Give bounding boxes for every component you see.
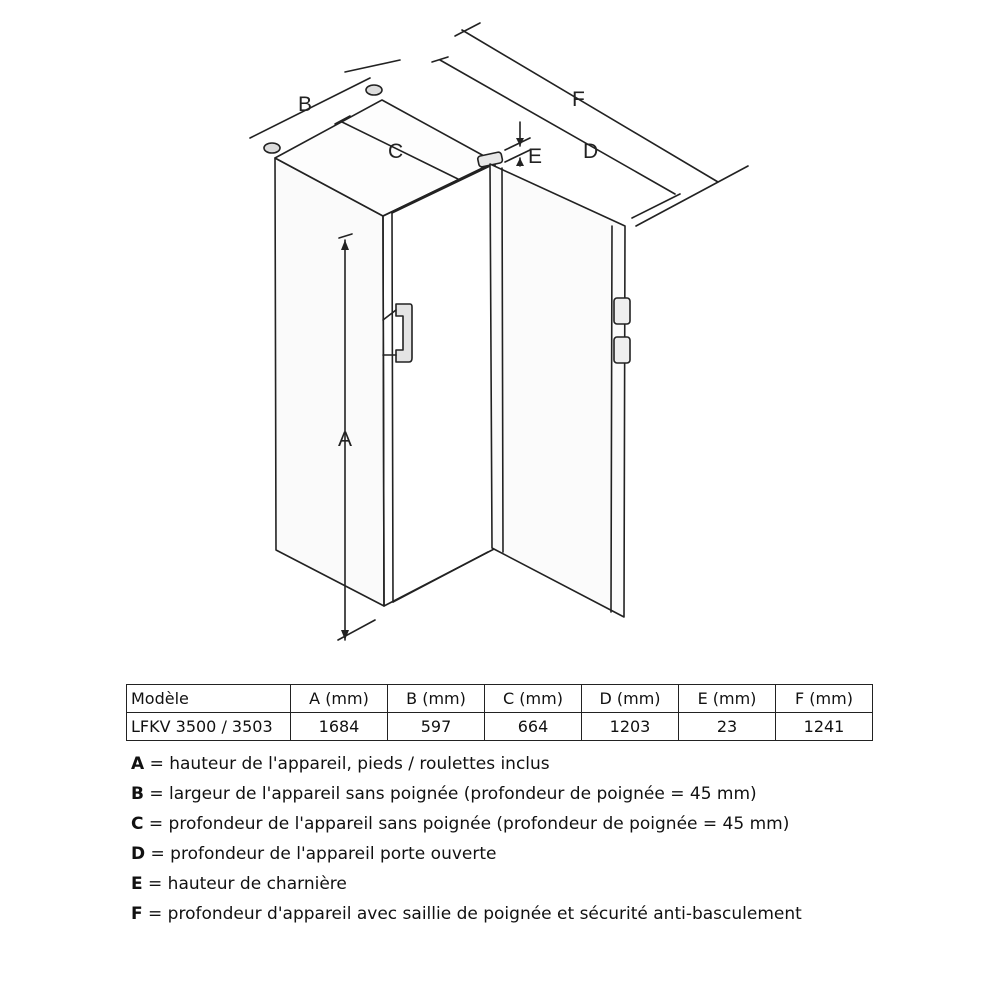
legend-key: D <box>131 844 146 864</box>
legend-item <box>131 902 802 932</box>
table-cell: 664 <box>485 713 582 741</box>
legend-text: = profondeur de l'appareil sans poignée (profondeur de poignée = 45 mm) <box>143 814 790 834</box>
legend-key: C <box>131 814 144 834</box>
legend-item <box>131 782 802 812</box>
table-cell-model: LFKV 3500 / 3503 <box>127 713 291 741</box>
label-f: F <box>572 88 585 111</box>
table-header-cell: E (mm) <box>679 685 776 713</box>
legend-text: = profondeur de l'appareil porte ouverte <box>145 844 497 864</box>
label-a: A <box>338 428 353 451</box>
legend-item <box>131 752 802 782</box>
legend-key: E <box>131 874 143 894</box>
door-handle-lower <box>614 337 630 363</box>
table-row <box>127 713 873 741</box>
table-cell: 23 <box>679 713 776 741</box>
table-header-cell: Modèle <box>127 685 291 713</box>
legend-item <box>131 842 802 872</box>
legend-text: = hauteur de charnière <box>142 874 347 894</box>
dimensions-table <box>126 684 873 741</box>
dimension-legend <box>131 752 802 932</box>
foot-left <box>264 143 280 153</box>
legend-key: A <box>131 754 145 774</box>
cabinet-handle <box>396 304 412 362</box>
label-b: B <box>298 93 313 116</box>
foot-rear <box>366 85 382 95</box>
legend-key: F <box>131 904 143 924</box>
legend-item <box>131 812 802 842</box>
table-header-row <box>127 685 873 713</box>
table-cell: 1203 <box>582 713 679 741</box>
label-c: C <box>388 140 404 163</box>
door-handle-upper <box>614 298 630 324</box>
legend-text: = largeur de l'appareil sans poignée (profondeur de poignée = 45 mm) <box>143 784 757 804</box>
table-cell: 597 <box>388 713 485 741</box>
legend-text: = hauteur de l'appareil, pieds / roulettes inclus <box>144 754 550 774</box>
table-header-cell: D (mm) <box>582 685 679 713</box>
table-header-cell: A (mm) <box>291 685 388 713</box>
cabinet-front-frame <box>383 162 496 606</box>
legend-text: = profondeur d'appareil avec saillie de poignée et sécurité anti-basculement <box>142 904 802 924</box>
legend-key: B <box>131 784 144 804</box>
cabinet-side-face <box>275 158 384 606</box>
label-d: D <box>583 140 599 163</box>
label-e: E <box>528 145 543 168</box>
table-cell: 1684 <box>291 713 388 741</box>
open-door <box>490 164 625 617</box>
table-cell: 1241 <box>776 713 873 741</box>
table-header-cell: C (mm) <box>485 685 582 713</box>
table-header-cell: F (mm) <box>776 685 873 713</box>
table-header-cell: B (mm) <box>388 685 485 713</box>
legend-item <box>131 872 802 902</box>
